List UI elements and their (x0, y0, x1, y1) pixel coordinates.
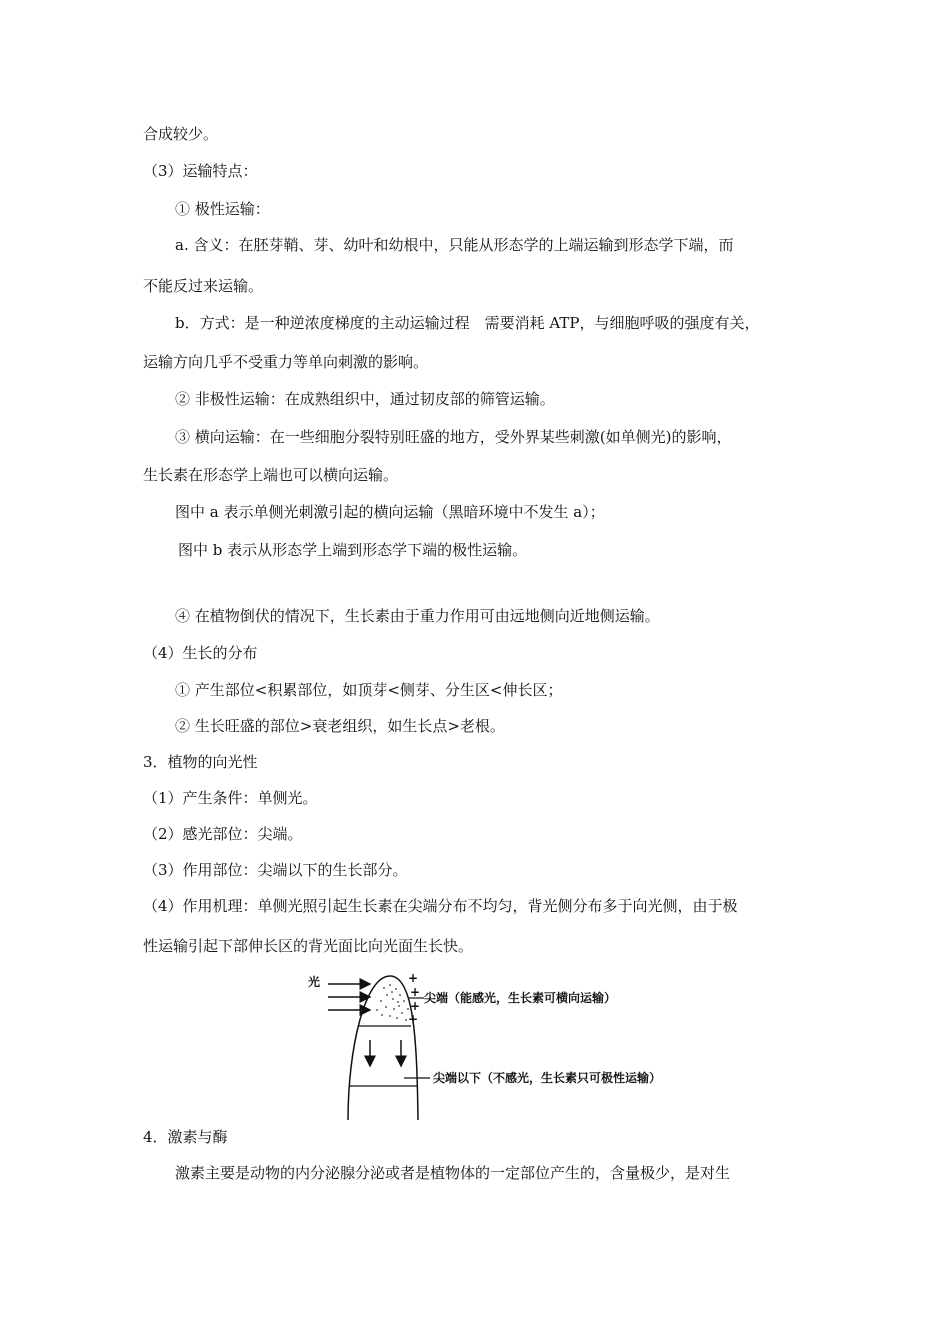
paragraph-line: ① 产生部位<积累部位，如顶芽<侧芽、分生区<伸长区； (175, 681, 563, 699)
paragraph-line: （1）产生条件：单侧光。 (143, 789, 318, 807)
plus-sign: + (410, 999, 421, 1013)
paragraph-line: 激素主要是动物的内分泌腺分泌或者是植物体的一定部位产生的，含量极少，是对生 (175, 1164, 731, 1182)
plus-sign: + (410, 985, 421, 999)
paragraph-line: ② 生长旺盛的部位>衰老组织，如生长点>老根。 (175, 717, 505, 735)
paragraph-line: （4）作用机理：单侧光照引起生长素在尖端分布不均匀，背光侧分布多于向光侧，由于极 (143, 897, 738, 915)
section-heading: 4．激素与酶 (143, 1128, 228, 1146)
section-heading: 3．植物的向光性 (143, 753, 258, 771)
paragraph-line: 运输方向几乎不受重力等单向刺激的影响。 (143, 353, 429, 371)
paragraph-line: 性运输引起下部伸长区的背光面比向光面生长快。 (143, 937, 474, 955)
paragraph-line: （3）运输特点： (143, 162, 258, 180)
paragraph-line: a. 含义：在胚芽鞘、芽、幼叶和幼根中，只能从形态学的上端运输到形态学下端，而 (175, 236, 734, 254)
phototropism-diagram (300, 968, 720, 1120)
paragraph-line: 图中 b 表示从形态学上端到形态学下端的极性运输。 (178, 541, 528, 559)
paragraph-line: ③ 横向运输：在一些细胞分裂特别旺盛的地方，受外界某些刺激(如单侧光)的影响， (175, 428, 732, 446)
plus-sign: + (408, 1012, 419, 1026)
paragraph-line: 合成较少。 (143, 125, 219, 143)
below-tip-label: 尖端以下（不感光，生长素只可极性运输） (433, 1071, 662, 1085)
paragraph-line: 图中 a 表示单侧光刺激引起的横向运输（黑暗环境中不发生 a）； (175, 503, 605, 521)
paragraph-line: （4）生长的分布 (143, 644, 258, 662)
plus-sign: + (408, 971, 419, 985)
paragraph-line: ② 非极性运输：在成熟组织中，通过韧皮部的筛管运输。 (175, 390, 555, 408)
paragraph-line: ① 极性运输： (175, 200, 270, 218)
light-label: 光 (308, 975, 321, 989)
paragraph-line: （2）感光部位：尖端。 (143, 825, 303, 843)
paragraph-line: b．方式：是一种逆浓度梯度的主动运输过程 需要消耗 ATP，与细胞呼吸的强度有关， (175, 314, 760, 332)
tip-label: 尖端（能感光，生长素可横向运输） (424, 991, 617, 1005)
tip-dots (376, 984, 409, 1021)
paragraph-line: ④ 在植物倒伏的情况下，生长素由于重力作用可由远地侧向近地侧运输。 (175, 607, 660, 625)
paragraph-line: 不能反过来运输。 (143, 277, 264, 295)
paragraph-line: （3）作用部位：尖端以下的生长部分。 (143, 861, 408, 879)
paragraph-line: 生长素在形态学上端也可以横向运输。 (143, 466, 399, 484)
